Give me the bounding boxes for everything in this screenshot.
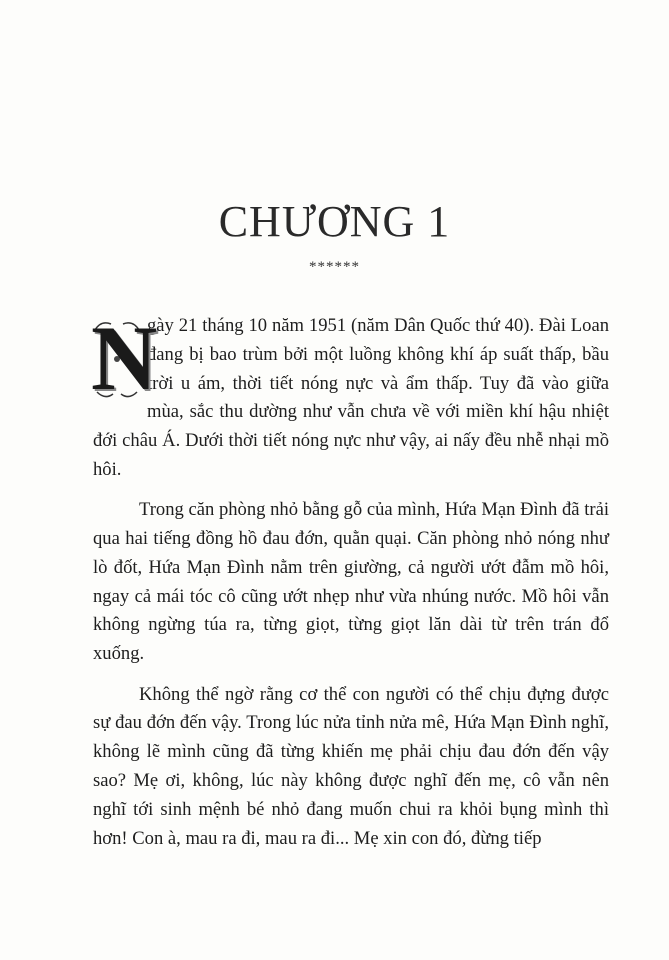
paragraph-2: Trong căn phòng nhỏ bằng gỗ của mình, Hứa Mạn Đình đã trải qua hai tiếng đồng hồ đau đớn, quằn quại. Căn phòng nhỏ nóng như lò đốt, Hứa Mạn Đình nằm trên giường, cả người ướt đẫm mồ hôi, ngay cả mái tóc cô cũng ướt nhẹp như vừa nhúng nước. Mồ hôi vẫn không ngừng túa ra, từng giọt, từng giọt lăn dài từ trên trán đổ xuống. <box>93 499 609 665</box>
chapter-separator: ****** <box>309 259 360 275</box>
drop-cap <box>91 307 158 409</box>
paragraph-3: Không thể ngờ rằng cơ thể con người có thể chịu đựng được sự đau đớn đến vậy. Trong lúc nửa tỉnh nửa mê, Hứa Mạn Đình nghĩ, không lẽ mình cũng đã từng khiến mẹ phải chịu đau đớn đến vậy sao? Mẹ ơi, không, lúc này không được nghĩ đến mẹ, cô vẫn nên nghĩ tới sinh mệnh bé nhỏ đang muốn chui ra khỏi bụng mình thì hơn! Con à, mau ra đi, mau ra đi... Mẹ xin con đó, đừng tiếp <box>93 683 609 849</box>
paragraph-1 <box>91 307 609 485</box>
chapter-title: CHƯƠNG 1 <box>218 197 451 246</box>
chapter-body <box>91 307 609 865</box>
drop-cap-letter: N <box>91 307 158 409</box>
paragraph-1-text: gày 21 tháng 10 năm 1951 (năm Dân Quốc thứ 40). Đài Loan đang bị bao trùm bởi một luồng không khí áp suất thấp, bầu trời u ám, thời tiết nóng nực và ẩm thấp. Tuy đã vào giữa mùa, sắc thu dường như vẫn chưa về với miền khí hậu nhiệt đới châu Á. Dưới thời tiết nóng nực như vậy, ai nấy đều nhễ nhại mồ hôi. <box>93 315 609 480</box>
